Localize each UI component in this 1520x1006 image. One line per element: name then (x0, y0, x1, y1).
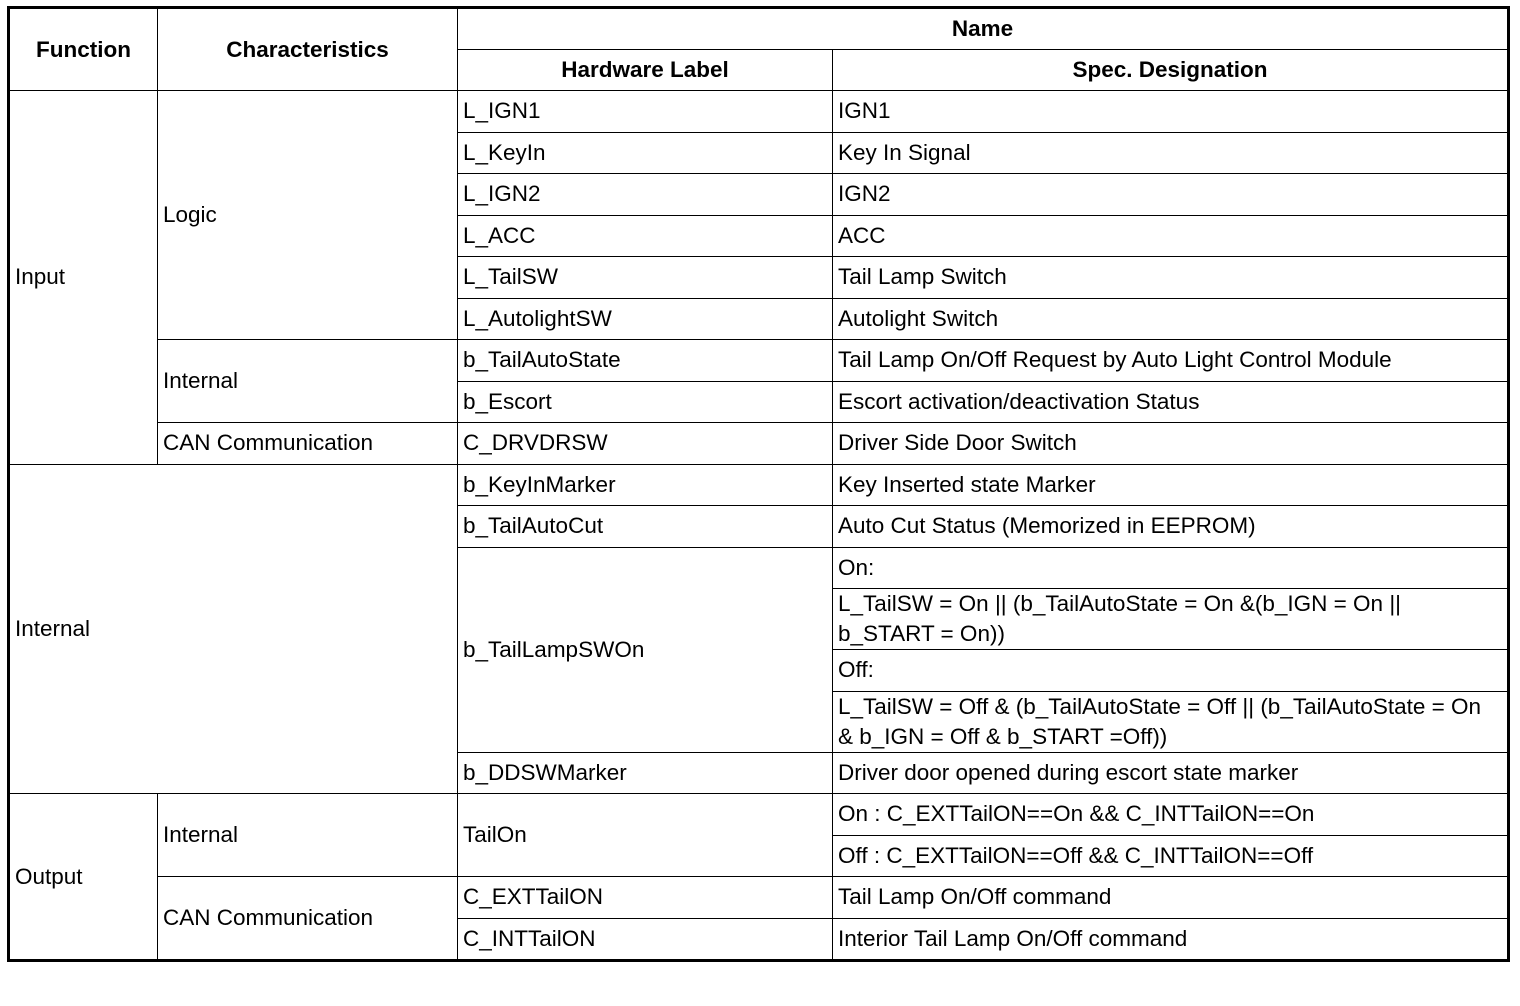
group-input-logic: Logic (158, 91, 458, 340)
hardware-label-cell: L_AutolightSW (458, 298, 833, 340)
spec-designation-cell: Interior Tail Lamp On/Off command (833, 918, 1509, 961)
group-output-internal: Internal (158, 794, 458, 877)
spec-on-condition: L_TailSW = On || (b_TailAutoState = On &(b_IGN = On || b_START = On)) (833, 589, 1509, 650)
spec-designation-cell: Autolight Switch (833, 298, 1509, 340)
header-row-top (9, 8, 1509, 50)
spec-designation-cell: Driver Side Door Switch (833, 423, 1509, 465)
spec-designation-cell: Key Inserted state Marker (833, 464, 1509, 506)
header-spec-designation: Spec. Designation (833, 50, 1509, 91)
table-row (9, 91, 1509, 133)
header-characteristics: Characteristics (158, 8, 458, 91)
hardware-label-cell: L_KeyIn (458, 132, 833, 174)
spec-designation-cell: IGN2 (833, 174, 1509, 216)
spec-designation-cell: Tail Lamp On/Off command (833, 877, 1509, 919)
hardware-label-cell: C_DRVDRSW (458, 423, 833, 465)
hardware-label-cell: L_ACC (458, 215, 833, 257)
hardware-label-cell: C_INTTailON (458, 918, 833, 961)
table-row (9, 877, 1509, 919)
group-internal: Internal (9, 464, 458, 794)
spec-designation-cell: IGN1 (833, 91, 1509, 133)
table-row (9, 464, 1509, 506)
table-row (9, 794, 1509, 836)
hardware-label-cell: b_DDSWMarker (458, 752, 833, 794)
spec-designation-cell: On : C_EXTTailON==On && C_INTTailON==On (833, 794, 1509, 836)
hardware-label-cell: TailOn (458, 794, 833, 877)
spec-off-heading: Off: (833, 650, 1509, 692)
header-name: Name (458, 8, 1509, 50)
hardware-label-cell: C_EXTTailON (458, 877, 833, 919)
hardware-label-cell: b_TailLampSWOn (458, 547, 833, 752)
hardware-label-cell: b_TailAutoCut (458, 506, 833, 548)
spec-off-condition: L_TailSW = Off & (b_TailAutoState = Off || (b_TailAutoState = On & b_IGN = Off & b_START =Off)) (833, 691, 1509, 752)
group-input-internal: Internal (158, 340, 458, 423)
spec-designation-cell: Driver door opened during escort state marker (833, 752, 1509, 794)
spec-on-heading: On: (833, 547, 1509, 589)
group-output: Output (9, 794, 158, 961)
group-input-can: CAN Communication (158, 423, 458, 465)
spec-designation-cell: Auto Cut Status (Memorized in EEPROM) (833, 506, 1509, 548)
header-hardware-label: Hardware Label (458, 50, 833, 91)
spec-designation-cell: Off : C_EXTTailON==Off && C_INTTailON==Off (833, 835, 1509, 877)
hardware-label-cell: b_TailAutoState (458, 340, 833, 382)
signal-spec-table (7, 6, 1510, 962)
spec-designation-cell: ACC (833, 215, 1509, 257)
hardware-label-cell: b_Escort (458, 381, 833, 423)
table-row (9, 340, 1509, 382)
group-input: Input (9, 91, 158, 465)
hardware-label-cell: b_KeyInMarker (458, 464, 833, 506)
hardware-label-cell: L_IGN2 (458, 174, 833, 216)
spec-designation-cell: Key In Signal (833, 132, 1509, 174)
table-row (9, 423, 1509, 465)
spec-designation-cell: Tail Lamp Switch (833, 257, 1509, 299)
hardware-label-cell: L_IGN1 (458, 91, 833, 133)
hardware-label-cell: L_TailSW (458, 257, 833, 299)
header-function: Function (9, 8, 158, 91)
group-output-can: CAN Communication (158, 877, 458, 961)
spec-designation-cell: Escort activation/deactivation Status (833, 381, 1509, 423)
spec-designation-cell: Tail Lamp On/Off Request by Auto Light Control Module (833, 340, 1509, 382)
